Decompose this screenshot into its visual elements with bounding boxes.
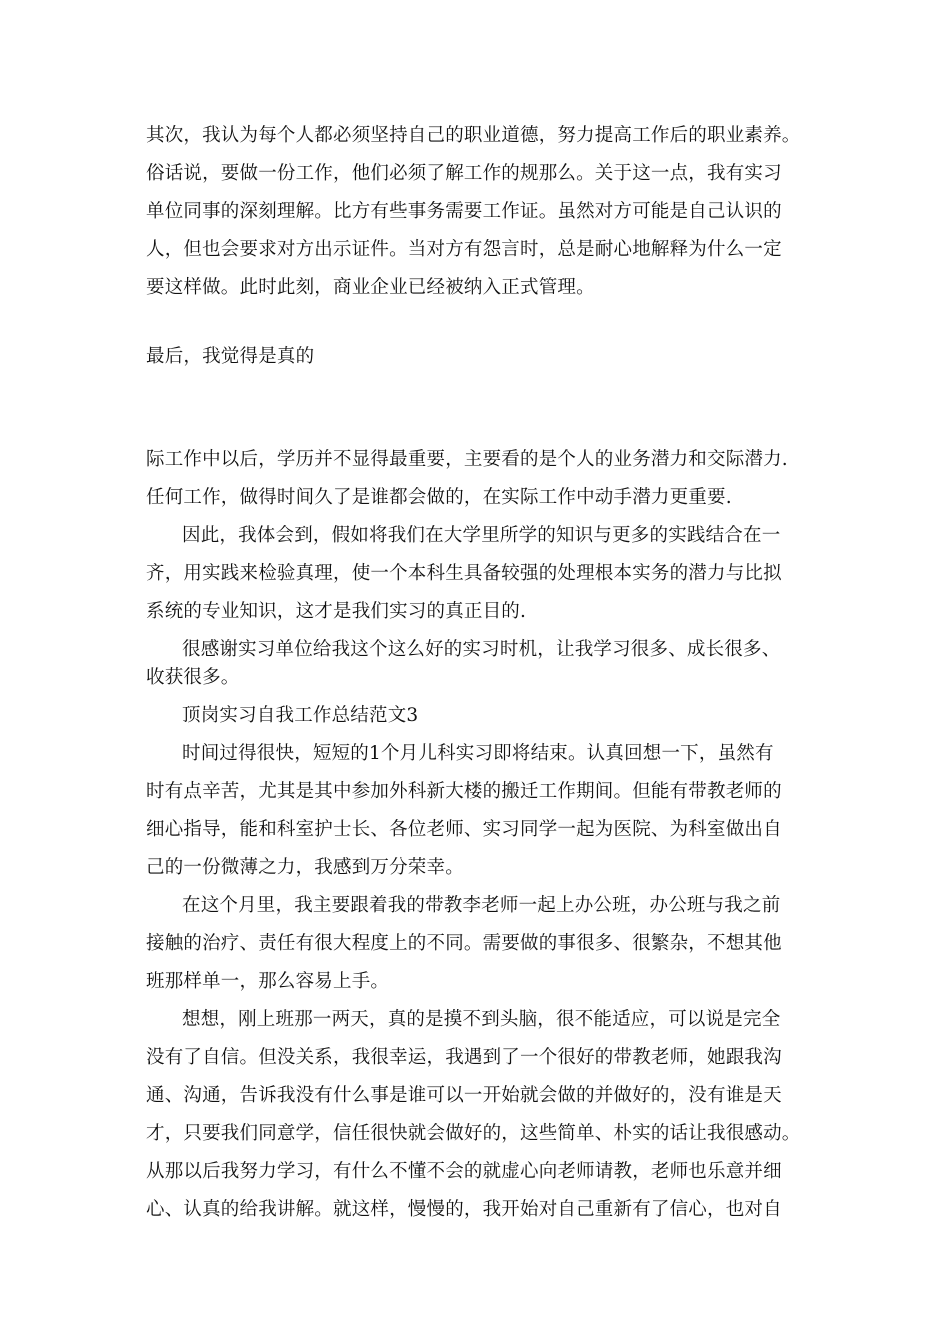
paragraph-start-line: 时间过得很快，短短的1个月儿科实习即将结束。认真回想一下，虽然有 [182, 743, 774, 764]
text-line: 心、认真的给我讲解。就这样，慢慢的，我开始对自己重新有了信心，也对自 [146, 1199, 782, 1220]
text-line: 接触的治疗、责任有很大程度上的不同。需要做的事很多、很繁杂，不想其他 [146, 933, 782, 954]
text-line: 己的一份微薄之力，我感到万分荣幸。 [146, 857, 464, 878]
text-line: 最后，我觉得是真的 [146, 346, 315, 367]
text-line: 其次，我认为每个人都必须坚持自己的职业道德，努力提高工作后的职业素养。 [146, 125, 801, 146]
paragraph-start-line: 因此，我体会到，假如将我们在大学里所学的知识与更多的实践结合在一 [182, 525, 781, 546]
text-line: 系统的专业知识，这才是我们实习的真正目的. [146, 601, 527, 622]
paragraph-start-line: 想想，刚上班那一两天，真的是摸不到头脑，很不能适应，可以说是完全 [182, 1009, 781, 1030]
text-line: 从那以后我努力学习，有什么不懂不会的就虚心向老师请教，老师也乐意并细 [146, 1161, 782, 1182]
text-line: 人，但也会要求对方出示证件。当对方有怨言时，总是耐心地解释为什么一定 [146, 239, 782, 260]
text-line: 通、沟通，告诉我没有什么事是谁可以一开始就会做的并做好的，没有谁是天 [146, 1085, 782, 1106]
text-line: 任何工作，做得时间久了是谁都会做的，在实际工作中动手潜力更重要. [146, 487, 732, 508]
text-line: 要这样做。此时此刻，商业企业已经被纳入正式管理。 [146, 277, 595, 298]
text-line: 班那样单一，那么容易上手。 [146, 971, 390, 992]
text-line: 单位同事的深刻理解。比方有些事务需要工作证。虽然对方可能是自己认识的 [146, 201, 782, 222]
section-heading: 顶岗实习自我工作总结范文3 [182, 705, 419, 726]
text-line: 才，只要我们同意学，信任很快就会做好的，这些简单、朴实的话让我很感动。 [146, 1123, 801, 1144]
text-line: 细心指导，能和科室护士长、各位老师、实习同学一起为医院、为科室做出自 [146, 819, 782, 840]
text-line: 没有了自信。但没关系，我很幸运，我遇到了一个很好的带教老师，她跟我沟 [146, 1047, 782, 1068]
text-line: 收获很多。 [146, 667, 240, 688]
text-line: 时有点辛苦，尤其是其中参加外科新大楼的搬迁工作期间。但能有带教老师的 [146, 781, 782, 802]
text-line: 际工作中以后，学历并不显得最重要，主要看的是个人的业务潜力和交际潜力. [146, 449, 788, 470]
text-line: 俗话说，要做一份工作，他们必须了解工作的规那么。关于这一点，我有实习 [146, 163, 782, 184]
text-line: 齐，用实践来检验真理，使一个本科生具备较强的处理根本实务的潜力与比拟 [146, 563, 782, 584]
paragraph-start-line: 很感谢实习单位给我这个这么好的实习时机，让我学习很多、成长很多、 [182, 639, 781, 660]
paragraph-start-line: 在这个月里，我主要跟着我的带教李老师一起上办公班，办公班与我之前 [182, 895, 781, 916]
